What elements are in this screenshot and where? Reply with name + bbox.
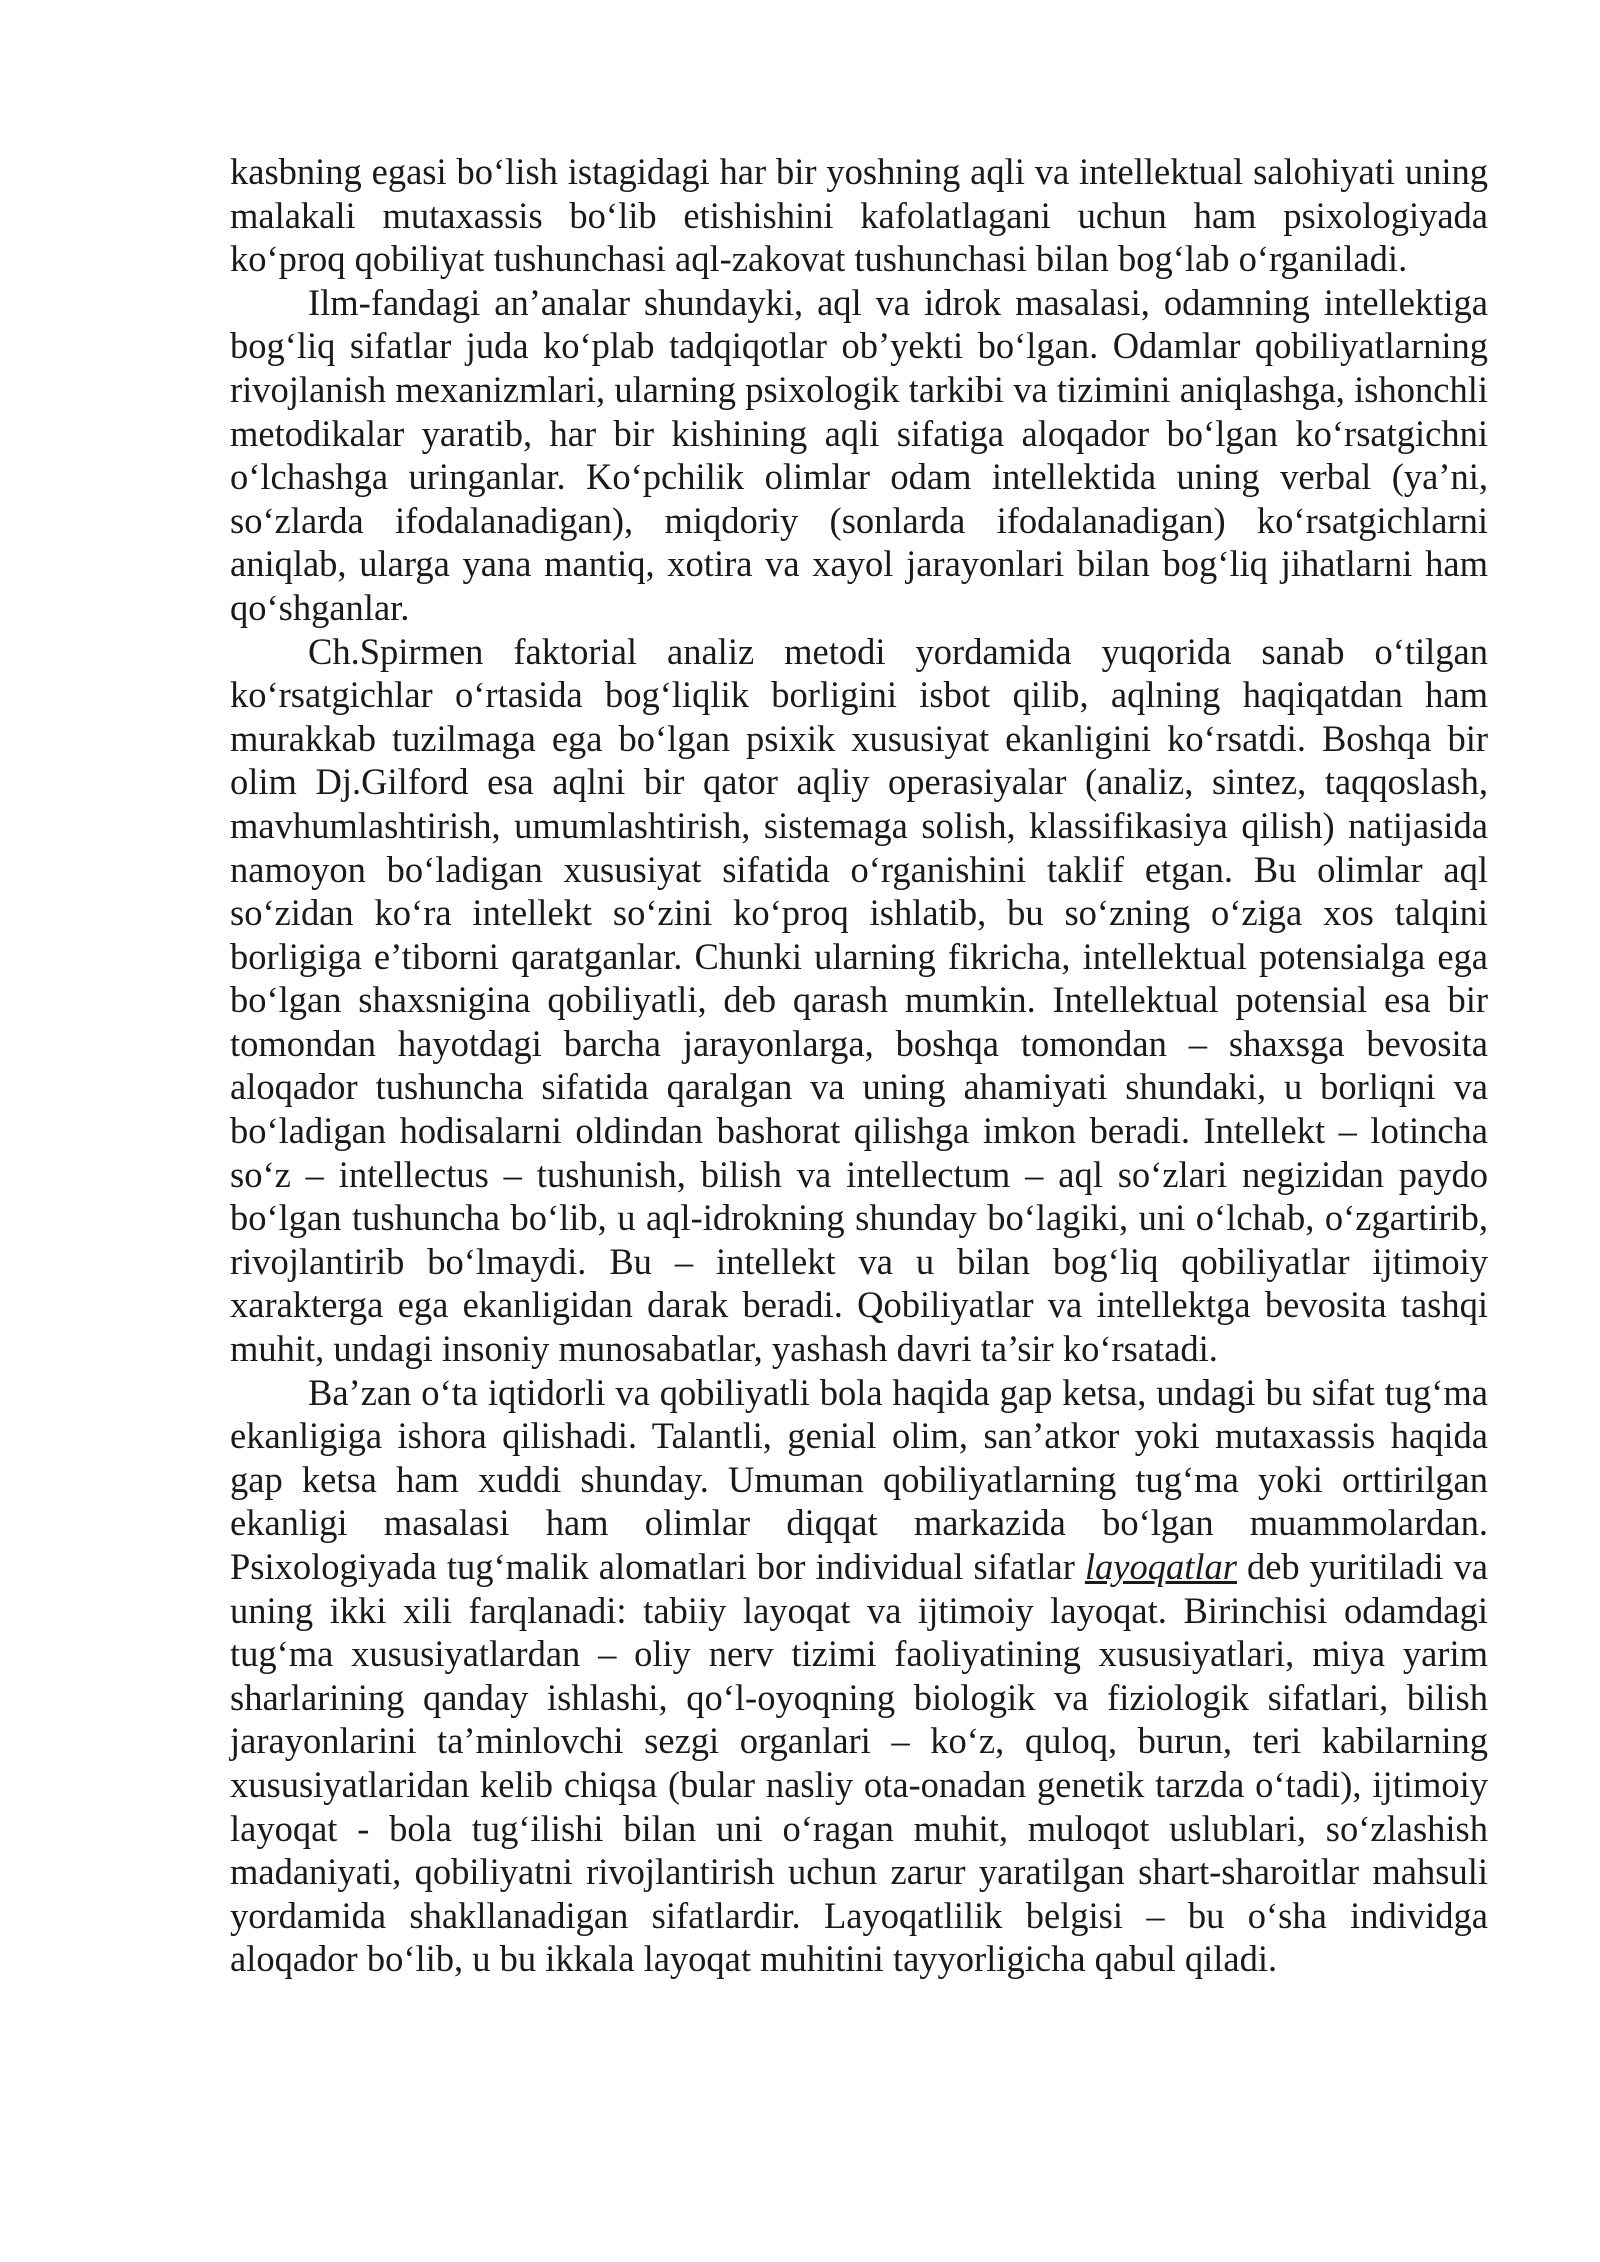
term-layoqatlar: layoqatlar [1084,1546,1237,1587]
paragraph-text: Ba’zan o‘ta iqtidorli va qobiliyatli bola haqida gap ketsa, undagi bu sifat tug‘ma ekanligiga ishora qilishadi. Talantli, genial olim, san’atkor yoki mutaxassis haqida gap ketsa ham xuddi shunday. Umuman qobiliyatlarning tug‘ma yoki orttirilgan ekanligi masalasi ham olimlar diqqat markazida bo‘lgan muammolardan. Psixologiyada tug‘malik alomatlari bor individual sifatlar [230,1371,1488,1587]
paragraph-4 [230,1371,1488,1981]
paragraph-text: Ilm-fandagi an’analar shundayki, aql va idrok masalasi, odamning intellektiga bog‘liq sifatlar juda ko‘plab tadqiqotlar ob’yekti bo‘lgan. Odamlar qobiliyatlarning rivojlanish mexanizmlari, ularning psixologik tarkibi va tizimini aniqlashga, ishonchli metodikalar yaratib, har bir kishining aqli sifatiga aloqador bo‘lgan ko‘rsatgichni o‘lchashga uringanlar. Ko‘pchilik olimlar odam intellektida uning verbal (ya’ni, so‘zlarda ifodalanadigan), miqdoriy (sonlarda ifodalanadigan) ko‘rsatgichlarni aniqlab, ularga yana mantiq, xotira va xayol jarayonlari bilan bog‘liq jihatlarni ham qo‘shganlar. [230,281,1488,628]
paragraph-3 [230,630,1488,1371]
paragraph-text: Ch.Spirmen faktorial analiz metodi yordamida yuqorida sanab o‘tilgan ko‘rsatgichlar o‘rtasida bog‘liqlik borligini isbot qilib, aqlning haqiqatdan ham murakkab tuzilmaga ega bo‘lgan psixik xususiyat ekanligini ko‘rsatdi. Boshqa bir olim Dj.Gilford esa aqlni bir qator aqliy operasiyalar (analiz, sintez, taqqoslash, mavhumlashtirish, umumlashtirish, sistemaga solish, klassifikasiya qilish) natijasida namoyon bo‘ladigan xususiyat sifatida o‘rganishini taklif etgan. Bu olimlar aql so‘zidan ko‘ra intellekt so‘zini ko‘proq ishlatib, bu so‘zning o‘ziga xos talqini borligiga e’tiborni qaratganlar. Chunki ularning fikricha, intellektual potensialga ega bo‘lgan shaxsnigina qobiliyatli, deb qarash mumkin. Intellektual potensial esa bir tomondan hayotdagi barcha jarayonlarga, boshqa tomondan – shaxsga bevosita aloqador tushuncha sifatida qaralgan va uning ahamiyati shundaki, u borliqni va bo‘ladigan hodisalarni oldindan bashorat qilishga imkon beradi. Intellekt – lotincha so‘z – intellectus – tushunish, bilish va intellectum – aql so‘zlari negizidan paydo bo‘lgan tushuncha bo‘lib, u aql-idrokning shunday bo‘lagiki, uni o‘lchab, o‘zgartirib, rivojlantirib bo‘lmaydi. Bu – intellekt va u bilan bog‘liq qobiliyatlar ijtimoiy xarakterga ega ekanligidan darak beradi. Qobiliyatlar va intellektga bevosita tashqi muhit, undagi insoniy munosabatlar, yashash davri ta’sir ko‘rsatadi. [230,630,1488,1370]
paragraph-1 [230,150,1488,281]
document-page [230,150,1488,1981]
paragraph-2 [230,281,1488,630]
paragraph-text: deb yuritiladi va uning ikki xili farqlanadi: tabiiy layoqat va ijtimoiy layoqat. Birinchisi odamdagi tug‘ma xususiyatlardan – oliy nerv tizimi faoliyatining xususiyatlari, miya yarim sharlarining qanday ishlashi, qo‘l-oyoqning biologik va fiziologik sifatlari, bilish jarayonlarini ta’minlovchi sezgi organlari – ko‘z, quloq, burun, teri kabilarning xususiyatlaridan kelib chiqsa (bular nasliy ota-onadan genetik tarzda o‘tadi), ijtimoiy layoqat - bola tug‘ilishi bilan uni o‘ragan muhit, muloqot uslublari, so‘zlashish madaniyati, qobiliyatni rivojlantirish uchun zarur yaratilgan shart-sharoitlar mahsuli yordamida shakllanadigan sifatlardir. Layoqatlilik belgisi – bu o‘sha individga aloqador bo‘lib, u bu ikkala layoqat muhitini tayyorligicha qabul qiladi. [230,1546,1488,1980]
paragraph-text: kasbning egasi bo‘lish istagidagi har bir yoshning aqli va intellektual salohiyati uning malakali mutaxassis bo‘lib etishishini kafolatlagani uchun ham psixologiyada ko‘proq qobiliyat tushunchasi aql-zakovat tushunchasi bilan bog‘lab o‘rganiladi. [230,151,1488,280]
